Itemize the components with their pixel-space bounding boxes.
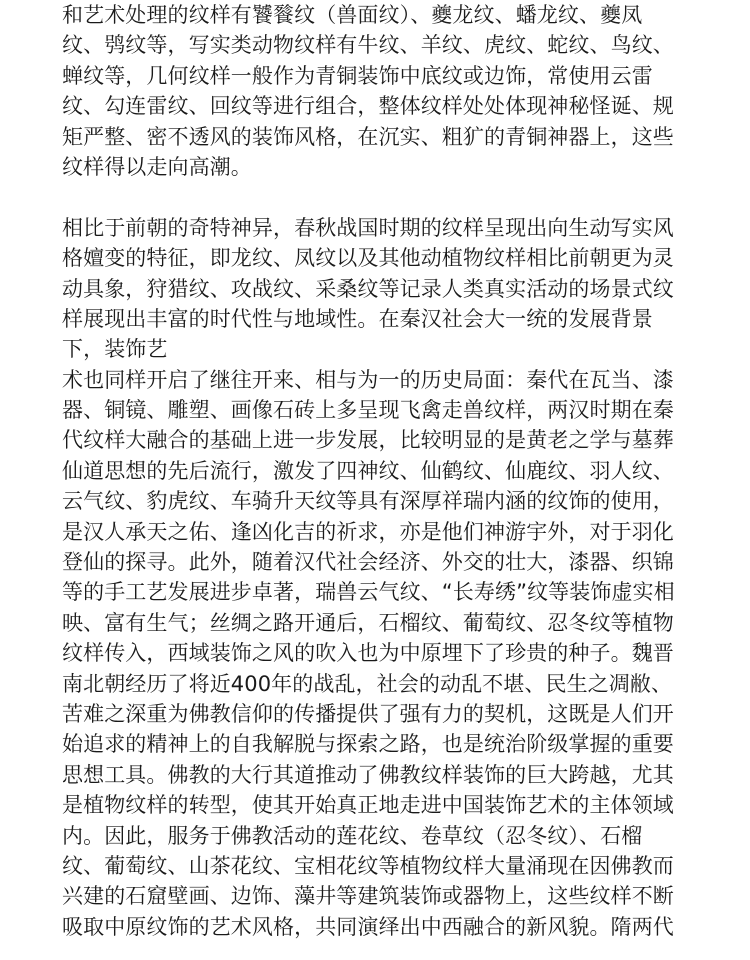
text-line: 相比于前朝的奇特神异，春秋战国时期的纹样呈现出向生动写实风 bbox=[62, 215, 674, 240]
text-line: 格嬗变的特征，即龙纹、凤纹以及其他动植物纹样相比前朝更为灵 bbox=[62, 246, 674, 271]
document-body bbox=[62, 0, 742, 942]
paragraph-1 bbox=[62, 0, 742, 182]
text-line: 是汉人承天之佑、逢凶化吉的祈求，亦是他们神游宇外，对于羽化 bbox=[62, 519, 674, 544]
text-line: 登仙的探寻。此外，随着汉代社会经济、外交的壮大，漆器、织锦 bbox=[62, 550, 674, 575]
text-line: 代纹样大融合的基础上进一步发展，比较明显的是黄老之学与墓葬 bbox=[62, 428, 674, 453]
text-line: 矩严整、密不透风的装饰风格，在沉实、粗犷的青铜神器上，这些 bbox=[62, 124, 674, 149]
text-line: 吸取中原纹饰的艺术风格，共同演绎出中西融合的新风貌。隋两代 bbox=[62, 914, 674, 939]
text-line: 纹样得以走向高潮。 bbox=[62, 154, 252, 179]
paragraph-2 bbox=[62, 213, 742, 942]
text-line: 纹样传入，西域装饰之风的吹入也为中原埋下了珍贵的种子。魏晋 bbox=[62, 641, 674, 666]
text-line: 下，装饰艺 bbox=[62, 337, 168, 362]
text-line: 映、富有生气；丝绸之路开通后，石榴纹、葡萄纹、忍冬纹等植物 bbox=[62, 610, 674, 635]
text-line: 兴建的石窟壁画、边饰、藻井等建筑装饰或器物上，这些纹样不断 bbox=[62, 884, 674, 909]
text-line: 内。因此，服务于佛教活动的莲花纹、卷草纹（忍冬纹）、石榴 bbox=[62, 823, 643, 848]
text-line: 始追求的精神上的自我解脱与探索之路，也是统治阶级掌握的重要 bbox=[62, 732, 674, 757]
text-line: 纹、鸮纹等，写实类动物纹样有牛纹、羊纹、虎纹、蛇纹、鸟纹、 bbox=[62, 33, 674, 58]
text-line: 蝉纹等，几何纹样一般作为青铜装饰中底纹或边饰，常使用云雷 bbox=[62, 63, 653, 88]
text-line: 纹、勾连雷纹、回纹等进行组合，整体纹样处处体现神秘怪诞、规 bbox=[62, 94, 674, 119]
text-line: 和艺术处理的纹样有饕餮纹（兽面纹）、夔龙纹、蟠龙纹、夔凤 bbox=[62, 3, 643, 27]
text-line: 样展现出丰富的时代性与地域性。在秦汉社会大一统的发展背景 bbox=[62, 306, 653, 331]
text-line: 纹、葡萄纹、山茶花纹、宝相花纹等植物纹样大量涌现在因佛教而 bbox=[62, 853, 674, 878]
text-line: 等的手工艺发展进步卓著，瑞兽云气纹、“长寿绣”纹等装饰虚实相 bbox=[62, 580, 675, 605]
text-line: 仙道思想的先后流行，激发了四神纹、仙鹤纹、仙鹿纹、羽人纹、 bbox=[62, 458, 674, 483]
text-line: 苦难之深重为佛教信仰的传播提供了强有力的契机，这既是人们开 bbox=[62, 701, 674, 726]
text-line: 是植物纹样的转型，使其开始真正地走进中国装饰艺术的主体领域 bbox=[62, 793, 674, 818]
text-line: 南北朝经历了将近400年的战乱，社会的动乱不堪、民生之凋敝、 bbox=[62, 671, 673, 696]
text-line: 云气纹、豹虎纹、车骑升天纹等具有深厚祥瑞内涵的纹饰的使用， bbox=[62, 489, 674, 514]
text-line: 动具象，狩猎纹、攻战纹、采桑纹等记录人类真实活动的场景式纹 bbox=[62, 276, 674, 301]
text-line: 器、铜镜、雕塑、画像石砖上多呈现飞禽走兽纹样，两汉时期在秦 bbox=[62, 398, 674, 423]
text-line: 术也同样开启了继往开来、相与为一的历史局面：秦代在瓦当、漆 bbox=[62, 367, 674, 392]
text-line: 思想工具。佛教的大行其道推动了佛教纹样装饰的巨大跨越，尤其 bbox=[62, 762, 674, 787]
paragraph-spacer bbox=[62, 182, 742, 212]
